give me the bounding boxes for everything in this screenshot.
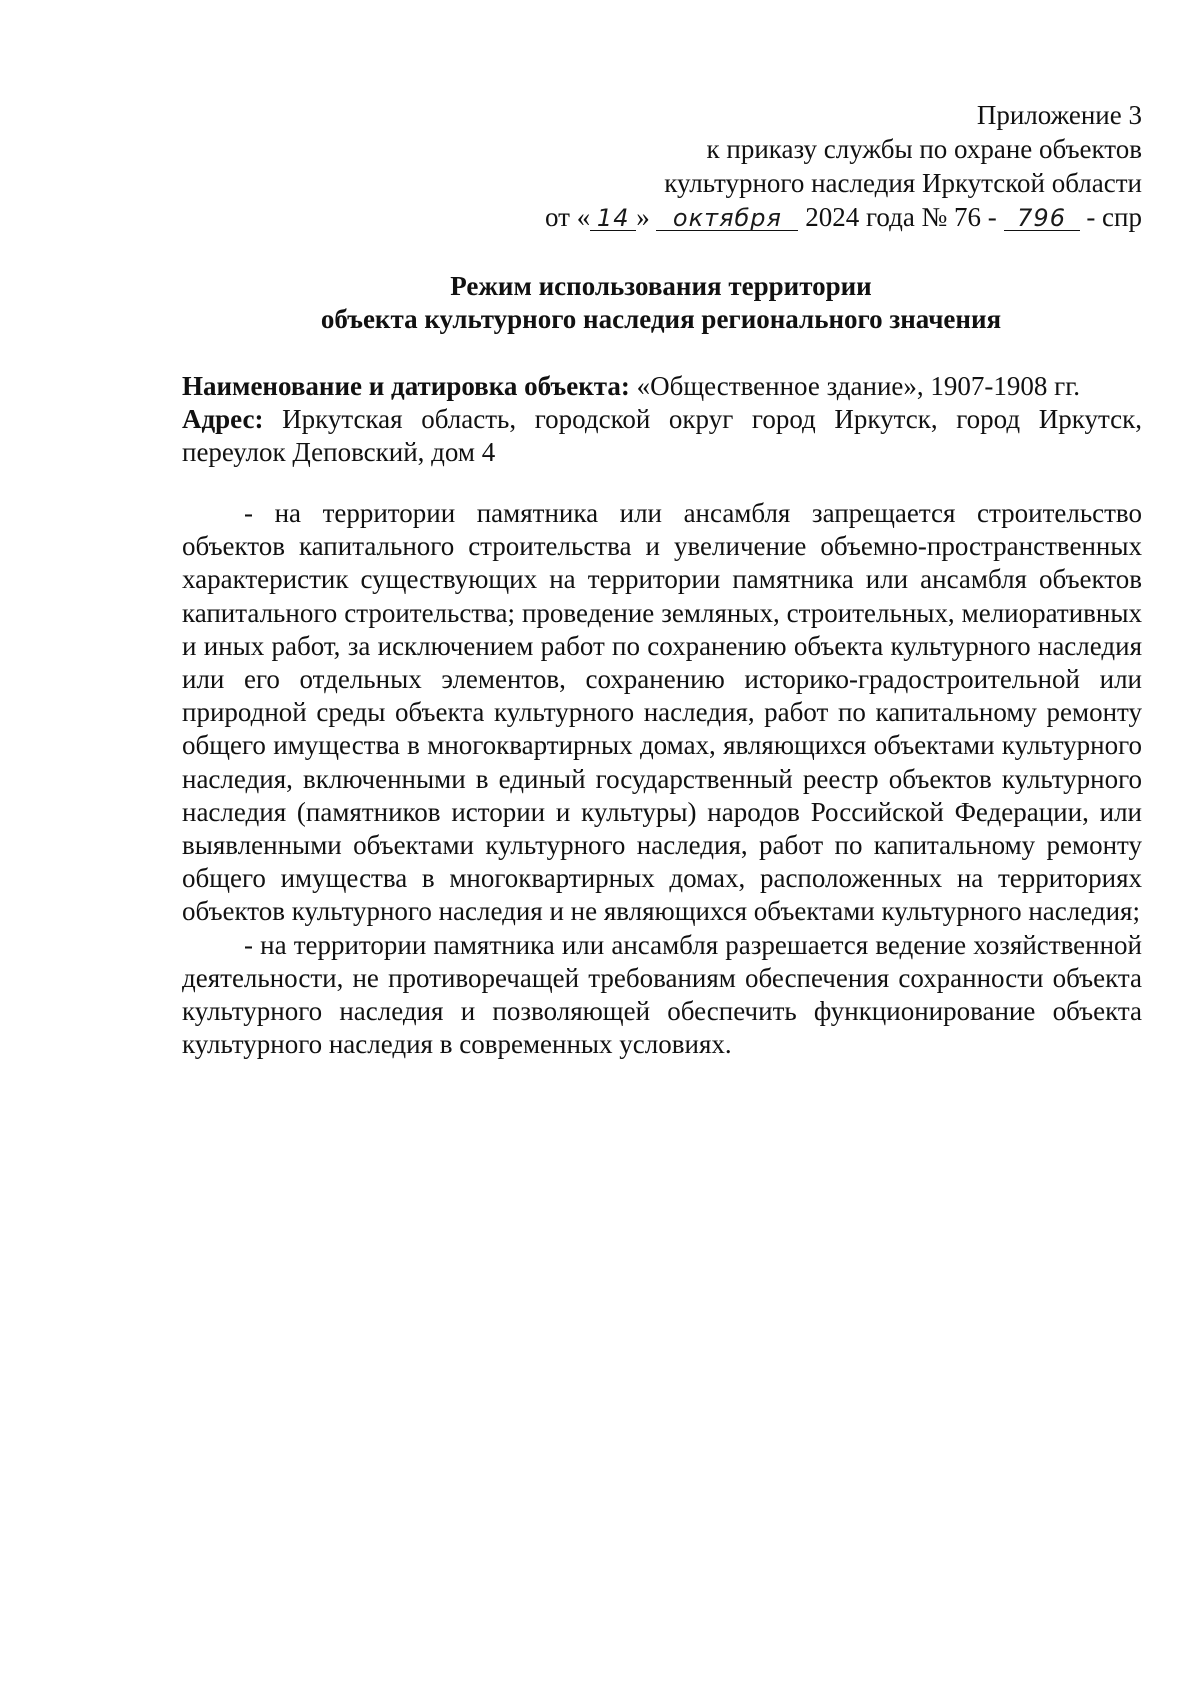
handwritten-month: октября (656, 206, 798, 231)
appendix-date-line (382, 200, 1142, 234)
appendix-number: Приложение 3 (976, 100, 1142, 130)
appendix-header (382, 98, 1142, 234)
object-name-value: «Общественное здание», 1907-1908 гг. (636, 371, 1080, 401)
date-year-text: 2024 года № 76 - (805, 202, 997, 232)
order-suffix: - спр (1086, 202, 1142, 232)
document-title (180, 270, 1142, 336)
title-line-1: Режим использования территории (450, 271, 872, 301)
handwritten-day: 14 (590, 206, 636, 231)
object-name-label: Наименование и датировка объекта: (182, 371, 630, 401)
date-quote-close: » (636, 202, 650, 232)
object-address-value: Иркутская область, городской округ город Иркутск, город Иркутск, переулок Деповский, дом 4 (182, 404, 1143, 467)
paragraph-permissions: - на территории памятника или ансамбля разрешается ведение хозяйственной деятельности, не противоречащей требованиям обеспечения сохранности объекта культурного наследия и позволяющей обеспечить функционирование объекта культурного наследия в современных условиях. (182, 929, 1142, 1060)
appendix-order-ref: к приказу службы по охране объектов (706, 134, 1142, 164)
paragraph-prohibitions: - на территории памятника или ансамбля запрещается строительство объектов капитального строительства и увеличение объемно-пространственных характеристик существующих на территории памятника или ансамбля объектов капитального строительства; проведение земляных, строительных, мелиоративных и иных работ, за исключением работ по сохранению объекта культурного наследия или его отдельных элементов, сохранению историко-градостроительной или природной среды объекта культурного наследия, работ по капитальному ремонту общего имущества в многоквартирных домах, являющихся объектами культурного наследия, включенными в единый государственный реестр объектов культурного наследия (памятников истории и культуры) народов Российской Федерации, или выявленными объектами культурного наследия, работ по капитальному ремонту общего имущества в многоквартирных домах, расположенных на территориях объектов культурного наследия и не являющихся объектами культурного наследия; (182, 498, 1142, 927)
handwritten-order-number: 796 (1004, 206, 1080, 231)
object-name-line (182, 370, 1142, 403)
title-line-2: объекта культурного наследия регионального значения (320, 304, 1002, 334)
date-prefix: от « (545, 202, 591, 232)
object-address-line (182, 403, 1142, 469)
regime-body (182, 497, 1142, 1061)
object-address-label: Адрес: (182, 404, 264, 434)
object-info (182, 370, 1142, 469)
appendix-authority: культурного наследия Иркутской области (664, 168, 1142, 198)
